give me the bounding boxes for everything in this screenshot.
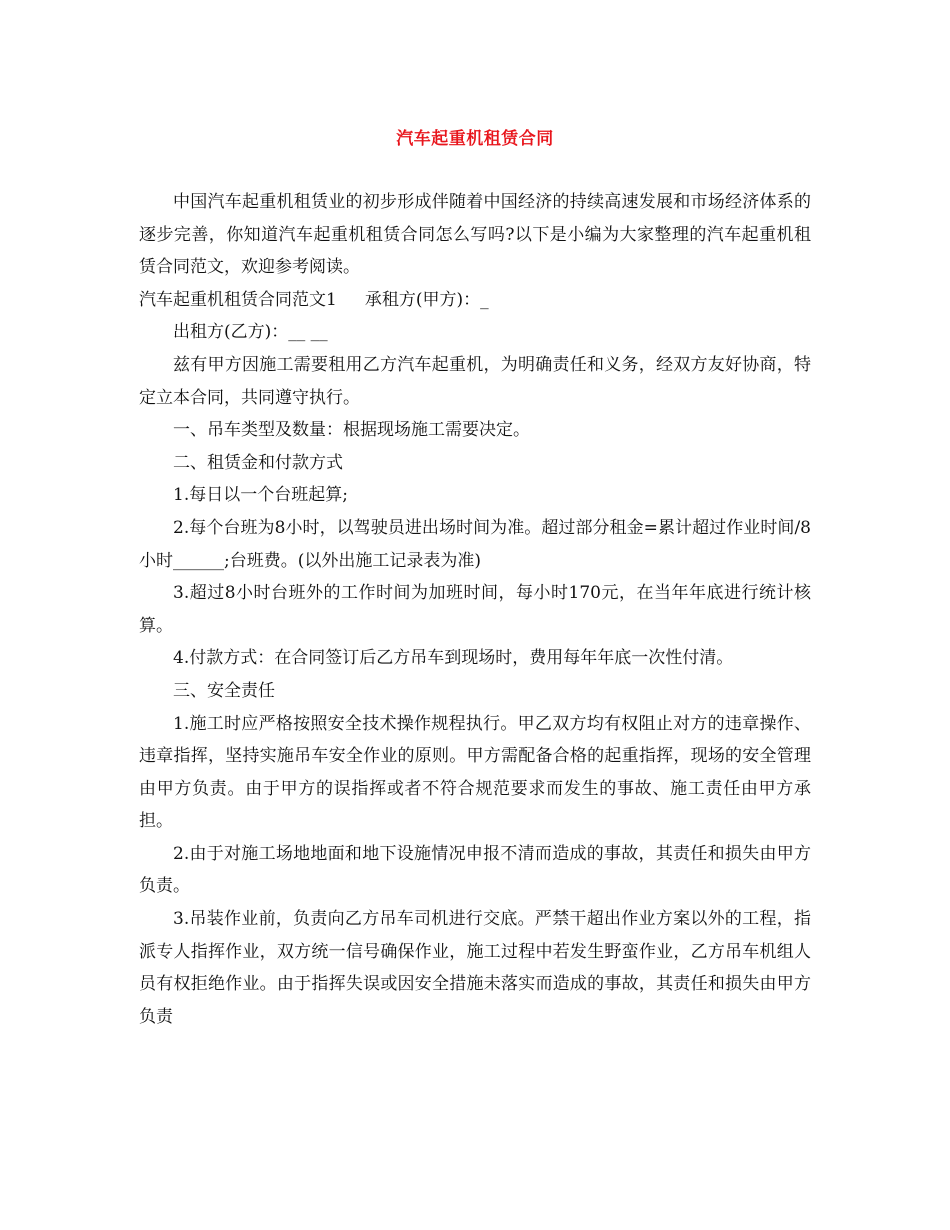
lessee-line: 承租方(甲方)：_ [364,289,489,310]
clause-2-item-3: 3.超过8小时台班外的工作时间为加班时间，每小时170元，在当年年底进行统计核算。 [139,583,811,636]
lessor-line: 出租方(乙方)：__ __ [173,322,328,343]
clause-2-heading: 二、租赁金和付款方式 [173,452,343,473]
clause-3-item-2: 2.由于对施工场地地面和地下设施情况申报不清而造成的事故，其责任和损失由甲方负责。 [139,843,811,897]
document-body [139,186,811,1033]
clause-3-item-3: 3.吊装作业前，负责向乙方吊车司机进行交底。严禁干超出作业方案以外的工程，指派专人指挥作业，双方统一信号确保作业，施工过程中若发生野蛮作业，乙方吊车机组人员有权拒绝作业。由于指挥失误或因安全措施未落实而造成的事故，其责任和损失由甲方负责 [139,909,811,1027]
clause-1: 一、吊车类型及数量：根据现场施工需要决定。 [173,420,530,441]
sample-heading: 汽车起重机租赁合同范文1 [139,289,337,310]
clause-2-item-4: 4.付款方式：在合同签订后乙方吊车到现场时，费用每年年底一次性付清。 [173,648,734,669]
clause-3-heading: 三、安全责任 [173,680,275,701]
sample-heading-line [139,284,811,317]
clause-2-item-1: 1.每日以一个台班起算; [173,485,348,506]
intro-paragraph: 中国汽车起重机租赁业的初步形成伴随着中国经济的持续高速发展和市场经济体系的逐步完善，你知道汽车起重机租赁合同怎么写吗?以下是小编为大家整理的汽车起重机租赁合同范文，欢迎参考阅读。 [139,192,811,278]
clause-3-item-1: 1.施工时应严格按照安全技术操作规程执行。甲乙双方均有权阻止对方的违章操作、违章指挥，坚持实施吊车安全作业的原则。甲方需配备合格的起重指挥，现场的安全管理由甲方负责。由于甲方的误指挥或者不符合规范要求而发生的事故、施工责任由甲方承担。 [139,713,811,832]
preamble-paragraph: 兹有甲方因施工需要租用乙方汽车起重机，为明确责任和义务，经双方友好协商，特定立本合同，共同遵守执行。 [139,354,811,408]
clause-2-item-2: 2.每个台班为8小时，以驾驶员进出场时间为准。超过部分租金=累计超过作业时间/8小时______;台班费。(以外出施工记录表为准) [139,517,811,571]
document-title: 汽车起重机租赁合同 [396,129,554,149]
